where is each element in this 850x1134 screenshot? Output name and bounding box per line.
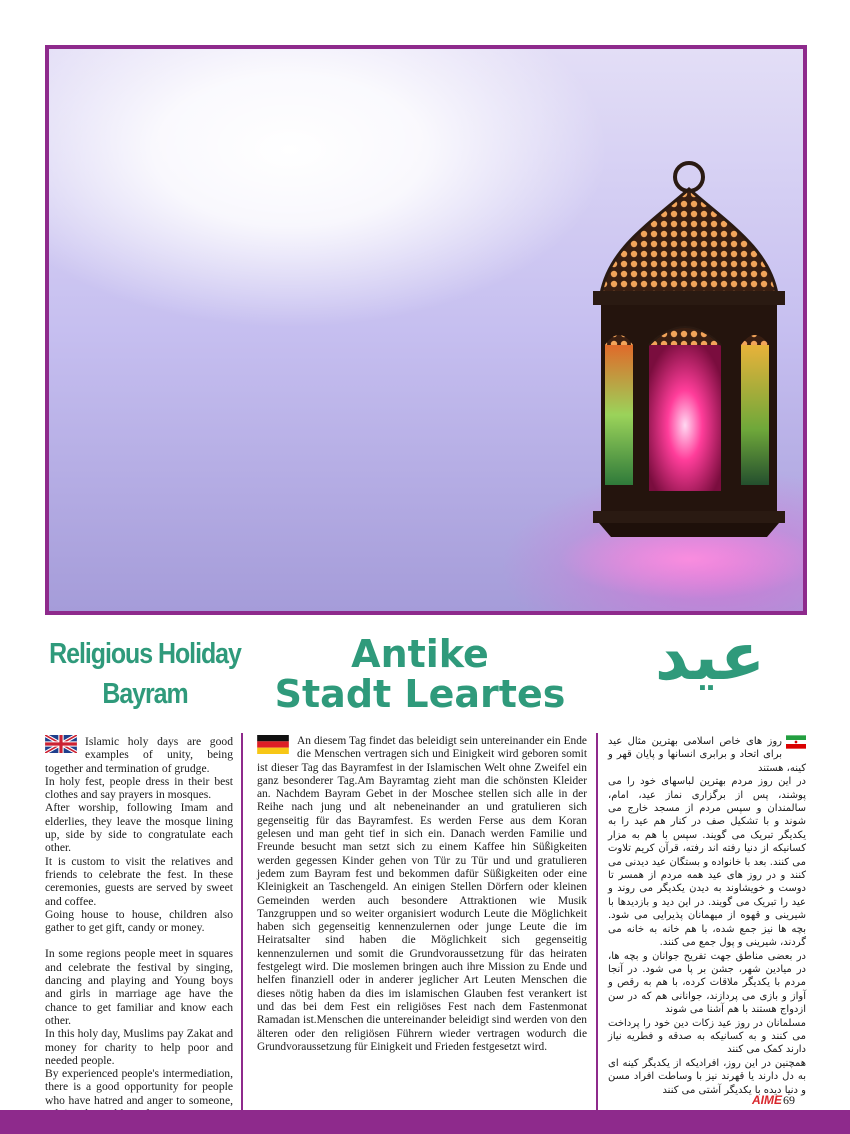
aime-logo: AIME (752, 1093, 782, 1107)
iran-flag-icon (786, 735, 806, 749)
persian-paragraph: در این روز مردم بهترین لباسهای خود را می پوشند، پس از برگزاری نماز عید، امام، سالمندان و سپس مردم از مسجد خارج می شوند و با تشکیل صف در کنار هم عید را به یکدیگر تبریک می گویند. سپس با هم به مزار کسانیکه از دنیا رفته اند رفته، قرآن کریم تلاوت می کنند. بعد با خانواده و بستگان عید دیدنی می کنند و در روز های عید همه مردم از همسر تا دوست و خویشاوند به دیدن یکدیگر می روند و عید را تبریک می گویند. در این دید و بازدیدها با شیرینی و قهوه از میهمانان پذیرایی می شود. بچه ها نیز جمع شده، با هم خانه به خانه می گردند، شیرینی و پول جمع می کنند. (608, 776, 806, 949)
english-paragraph: Islamic holy days are good examples of unity, being together and termination of grudge. (45, 735, 233, 775)
persian-paragraph: همچنین در این روز، افرادیکه از یکدیگر کینه ای به دل دارند یا قهرند نیز با وساطت افراد مسن و دنیا دیده با یکدیگر آشتی می کنند (608, 1057, 806, 1096)
english-column (45, 735, 233, 1120)
german-heading (250, 634, 590, 714)
footer-bar (0, 1110, 850, 1134)
english-heading-line-2: Bayram (102, 678, 188, 710)
persian-paragraph: در بعضی مناطق جهت تفریح جوانان و بچه ها، در میادین شهر، جشن بر پا می شود. در آنجا مردم با یکدیگر ملاقات کرده، با هم به رقص و آواز و بازی می پردازند، جوانانی هم که در سن ازدواج هستند با هم آشنا می شوند (608, 950, 806, 1016)
english-paragraph: It is custom to visit the relatives and friends to celebrate the fest. In these ceremonies, guests are served by sweet and coffee. (45, 854, 233, 908)
persian-paragraph: مسلمانان در روز عید زکات دین خود را پرداخت می کنند و به کسانیکه به صدقه و فطریه نیاز دارند کمک می کنند (608, 1017, 806, 1056)
english-paragraph: Going house to house, children also gather to get gift, candy or money. (45, 907, 233, 935)
germany-flag-icon (257, 735, 289, 754)
paragraph-gap (45, 934, 233, 947)
lantern-illustration (49, 49, 807, 615)
hero-image-lantern (45, 45, 807, 615)
column-divider-right (596, 733, 598, 1110)
english-paragraph: By experienced people's intermediation, there is a good opportunity for people who have hatred and anger to someone, (45, 1067, 233, 1107)
english-paragraph: In holy fest, people dress in their best clothes and say prayers in mosques. (45, 774, 233, 802)
english-paragraph: In some regions people meet in squares and celebrate the festival by singing, dancing and playing and Young boys and girls in marriage age have the chance to get familiar and know each other. (45, 947, 233, 1027)
german-text: An diesem Tag findet das beleidigt sein untereinander ein Ende die Menschen vertragen sich und Einigkeit wird geboren somit ist dieser Tag das Bayramfest in der Islamischen Welt ohne Zweifel ein ganz besonderer Tag.Am Bayramtag zieht man die schönsten Kleider an. Nachdem Bayram Gebet in der Moschee stellen sich alle in der Reihe nach jung und alt nebeneinander an und gratulieren sich gegenseitig für das Bayramfest. Es werden Ferse aus dem Koran gelesen und man geht tief in sich ein. Danach werden Familie und Freunde besucht man setzt sich zu einem Kaffee hin Süßigkeiten werden gegessen Kinder gehen von Tür zu Tür und und gratulieren jedem zum Bayram fest und bekommen dafür Süßigkeiten oder eine Kleinigkeit an Taschengeld. An einigen Stellen Dörfern oder kleinen Gemeinden werden auch besondere Attraktionen wie Musik Tanzgruppen und so weiter organisiert wodurch Leute die Möglichkeit haben sich gegenseitig kennenzulernen oder junge Leute die im Heiratsalter sind haben die Möglichkeit sich gegenseitig kennenzulernen und somit die Grundvoraussetzung für das heiraten festgelegt wird. Die moslemen bringen auch ihre Mission zu Ende und helfen finanziell oder in anderer jeglicher Art Leuten Menschen die dieses nötig haben da dies im islamischen Glauben fest verankert ist und das bei dem Fest ein religiöses Fest nach dem Fastenmonat Ramadan ist.Menschen die untereinander beleidigt sind werden von den älteren oder den religiösen Führern wieder vertragen wodurch die Grundvoraussetzung für Einigkeit und Frieden festgesetzt wird. (257, 735, 587, 1053)
persian-column (608, 735, 806, 1097)
english-heading (46, 634, 244, 714)
persian-paragraph: روز های خاص اسلامی بهترین مثال عید برای اتحاد و برابری انسانها و پایان قهر و کینه، هستند (608, 736, 806, 774)
german-heading-line-1: Antike (351, 632, 489, 676)
english-paragraph: In this holy day, Muslims pay Zakat and money for charity to help poor and needed people. (45, 1027, 233, 1067)
german-column (257, 735, 587, 1054)
uk-flag-icon (45, 735, 77, 753)
column-divider-left (241, 733, 243, 1110)
persian-heading: عید (654, 618, 766, 695)
page-number: 69 (783, 1093, 795, 1107)
footer-brand (752, 1093, 795, 1109)
english-paragraph: After worship, following Imam and elderlies, they leave the mosque lining up, side by side to congratulate each other. (45, 801, 233, 855)
english-heading-line-1: Religious Holiday (49, 638, 241, 670)
german-heading-line-2: Stadt Leartes (274, 672, 566, 716)
